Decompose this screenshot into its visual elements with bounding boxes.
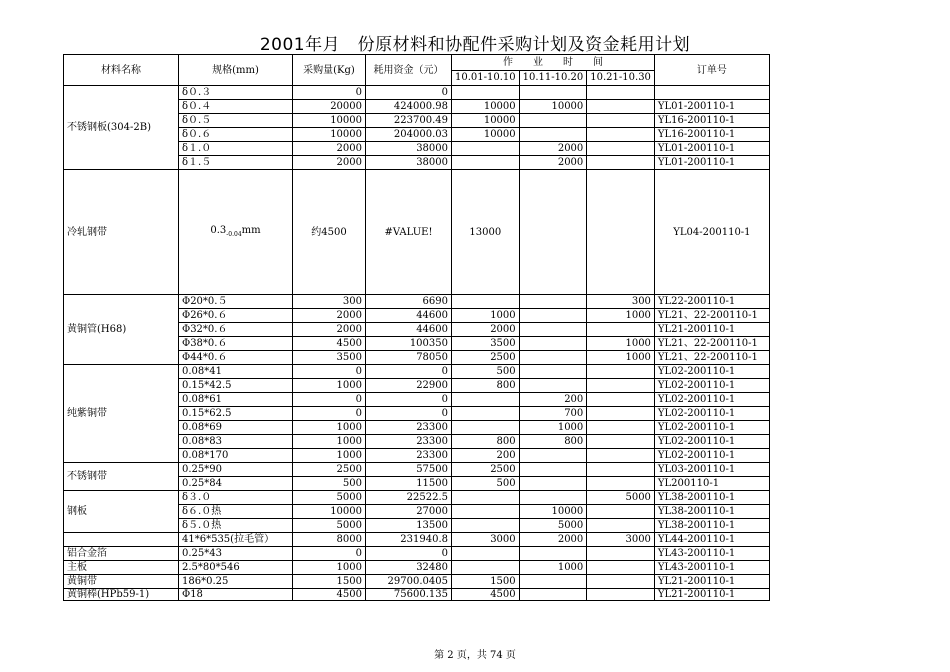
period-1-cell: 10000 xyxy=(452,100,520,114)
order-cell: YL21-200110-1 xyxy=(654,589,769,601)
period-3-cell: 300 xyxy=(587,295,655,309)
qty-cell: 1000 xyxy=(293,421,366,435)
period-2-cell: 800 xyxy=(519,435,587,449)
period-2-cell xyxy=(519,477,587,491)
period-3-cell xyxy=(587,407,655,421)
qty-cell: 20000 xyxy=(293,100,366,114)
period-3-cell: 1000 xyxy=(587,337,655,351)
qty-cell: 2000 xyxy=(293,323,366,337)
period-2-cell xyxy=(519,547,587,561)
period-2-cell: 1000 xyxy=(519,421,587,435)
order-cell: YL04-200110-1 xyxy=(654,170,769,295)
funds-cell: 0 xyxy=(366,547,452,561)
spec-cell: 0.25*84 xyxy=(179,477,293,491)
table-row xyxy=(64,589,770,601)
period-1-cell: 500 xyxy=(452,477,520,491)
table-row xyxy=(64,491,770,505)
order-cell: YL03-200110-1 xyxy=(654,463,769,477)
order-cell: YL200110-1 xyxy=(654,477,769,491)
period-2-cell xyxy=(519,463,587,477)
funds-cell: 204000.03 xyxy=(366,128,452,142)
period-2-cell: 700 xyxy=(519,407,587,421)
qty-cell: 0 xyxy=(293,407,366,421)
period-1-cell xyxy=(452,547,520,561)
funds-cell: 0 xyxy=(366,393,452,407)
period-2-cell xyxy=(519,491,587,505)
funds-cell: 13500 xyxy=(366,519,452,533)
period-2-cell: 5000 xyxy=(519,519,587,533)
table-row xyxy=(64,295,770,309)
spec-cell: δ０.３ xyxy=(179,86,293,100)
period-1-cell: 4500 xyxy=(452,589,520,601)
order-cell: YL02-200110-1 xyxy=(654,365,769,379)
qty-cell: 8000 xyxy=(293,533,366,547)
spec-cell: δ３.０ xyxy=(179,491,293,505)
period-3-cell xyxy=(587,435,655,449)
funds-cell: 78050 xyxy=(366,351,452,365)
period-1-cell: 13000 xyxy=(452,170,520,295)
period-3-cell xyxy=(587,156,655,170)
period-2-cell xyxy=(519,337,587,351)
order-cell: YL43-200110-1 xyxy=(654,547,769,561)
period-3-cell xyxy=(587,86,655,100)
qty-cell: 4500 xyxy=(293,337,366,351)
funds-cell: 44600 xyxy=(366,323,452,337)
period-3-cell xyxy=(587,100,655,114)
period-2-cell xyxy=(519,309,587,323)
table-row xyxy=(64,86,770,100)
period-2-cell: 2000 xyxy=(519,533,587,547)
funds-cell: 29700.0405 xyxy=(366,575,452,589)
period-1-cell: 3000 xyxy=(452,533,520,547)
order-cell: YL21、22-200110-1 xyxy=(654,337,769,351)
funds-cell: 424000.98 xyxy=(366,100,452,114)
material-name-cell: 不锈钢板(304-2B) xyxy=(64,86,179,170)
spec-cell: Φ26*0.６ xyxy=(179,309,293,323)
table-row xyxy=(64,547,770,561)
period-3-cell xyxy=(587,519,655,533)
funds-cell: 223700.49 xyxy=(366,114,452,128)
page-footer: 第 2 页，共 74 页 xyxy=(434,650,516,661)
spec-cell: 0.08*41 xyxy=(179,365,293,379)
spec-unit: mm xyxy=(241,224,261,236)
period-1-cell xyxy=(452,491,520,505)
period-3-cell xyxy=(587,128,655,142)
period-3-cell: 1000 xyxy=(587,309,655,323)
header-order: 订单号 xyxy=(654,55,769,86)
period-1-cell: 800 xyxy=(452,435,520,449)
spec-cell xyxy=(179,170,293,295)
period-1-cell: 10000 xyxy=(452,114,520,128)
funds-cell: 0 xyxy=(366,86,452,100)
header-qty: 采购量(Kg) xyxy=(293,55,366,86)
funds-cell: 11500 xyxy=(366,477,452,491)
spec-cell: Φ32*0.６ xyxy=(179,323,293,337)
period-1-cell: 500 xyxy=(452,365,520,379)
qty-cell: 0 xyxy=(293,86,366,100)
qty-cell: 300 xyxy=(293,295,366,309)
material-name-cell: 黄铜带 xyxy=(64,575,179,589)
order-cell: YL01-200110-1 xyxy=(654,100,769,114)
period-3-cell xyxy=(587,114,655,128)
period-2-cell xyxy=(519,170,587,295)
table-row xyxy=(64,561,770,575)
period-3-cell: 5000 xyxy=(587,491,655,505)
header-period-3: 10.21-10.30 xyxy=(587,70,655,86)
qty-cell: 2000 xyxy=(293,309,366,323)
qty-cell: 10000 xyxy=(293,505,366,519)
period-2-cell xyxy=(519,449,587,463)
period-1-cell xyxy=(452,421,520,435)
spec-cell: 2.5*80*546 xyxy=(179,561,293,575)
order-cell: YL22-200110-1 xyxy=(654,295,769,309)
funds-cell: 231940.8 xyxy=(366,533,452,547)
qty-cell: 0 xyxy=(293,547,366,561)
order-cell: YL44-200110-1 xyxy=(654,533,769,547)
period-1-cell xyxy=(452,519,520,533)
spec-cell: Φ20*0.５ xyxy=(179,295,293,309)
period-3-cell xyxy=(587,505,655,519)
period-1-cell xyxy=(452,561,520,575)
table-row xyxy=(64,533,770,547)
spec-cell: 0.15*62.5 xyxy=(179,407,293,421)
period-2-cell xyxy=(519,323,587,337)
material-name-cell: 冷轧钢带 xyxy=(64,170,179,295)
period-1-cell: 2500 xyxy=(452,463,520,477)
period-2-cell xyxy=(519,589,587,601)
funds-cell: 100350 xyxy=(366,337,452,351)
period-3-cell xyxy=(587,561,655,575)
order-cell xyxy=(654,86,769,100)
table-row xyxy=(64,365,770,379)
period-2-cell: 2000 xyxy=(519,142,587,156)
period-3-cell xyxy=(587,365,655,379)
funds-cell: 0 xyxy=(366,407,452,421)
spec-cell: Φ18 xyxy=(179,589,293,601)
order-cell: YL38-200110-1 xyxy=(654,505,769,519)
order-cell: YL38-200110-1 xyxy=(654,519,769,533)
table-row xyxy=(64,463,770,477)
period-2-cell: 1000 xyxy=(519,561,587,575)
material-name-cell: 黄铜管(H68) xyxy=(64,295,179,365)
funds-cell: 38000 xyxy=(366,156,452,170)
material-name-cell: 钢板 xyxy=(64,491,179,533)
funds-cell: 44600 xyxy=(366,309,452,323)
period-3-cell xyxy=(587,575,655,589)
spec-tolerance: -0.04 xyxy=(226,230,242,238)
qty-cell: 0 xyxy=(293,365,366,379)
funds-cell: 0 xyxy=(366,365,452,379)
funds-cell: 23300 xyxy=(366,421,452,435)
period-2-cell xyxy=(519,365,587,379)
period-3-cell xyxy=(587,547,655,561)
qty-cell: 3500 xyxy=(293,351,366,365)
period-1-cell xyxy=(452,505,520,519)
header-row xyxy=(64,55,770,71)
period-3-cell xyxy=(587,589,655,601)
order-cell: YL21、22-200110-1 xyxy=(654,351,769,365)
header-period-1: 10.01-10.10 xyxy=(452,70,520,86)
procurement-table xyxy=(63,54,770,601)
period-3-cell xyxy=(587,421,655,435)
order-cell: YL01-200110-1 xyxy=(654,156,769,170)
order-cell: YL02-200110-1 xyxy=(654,407,769,421)
period-1-cell: 3500 xyxy=(452,337,520,351)
period-3-cell xyxy=(587,379,655,393)
period-1-cell xyxy=(452,142,520,156)
spec-cell: Φ44*0.６ xyxy=(179,351,293,365)
page-title: 2001年月 份原材料和协配件采购计划及资金耗用计划 xyxy=(259,35,691,55)
qty-cell: 1000 xyxy=(293,561,366,575)
spec-cell: Φ38*0.６ xyxy=(179,337,293,351)
funds-cell: 6690 xyxy=(366,295,452,309)
material-name-cell: 铝合金箔 xyxy=(64,547,179,561)
funds-cell: #VALUE! xyxy=(366,170,452,295)
qty-cell: 5000 xyxy=(293,491,366,505)
order-cell: YL43-200110-1 xyxy=(654,561,769,575)
spec-cell: 41*6*535(拉毛管） xyxy=(179,533,293,547)
order-cell: YL02-200110-1 xyxy=(654,449,769,463)
period-1-cell: 1000 xyxy=(452,309,520,323)
period-2-cell xyxy=(519,351,587,365)
order-cell: YL02-200110-1 xyxy=(654,379,769,393)
spec-cell: 0.08*69 xyxy=(179,421,293,435)
spec-cell: δ０.４ xyxy=(179,100,293,114)
qty-cell: 4500 xyxy=(293,589,366,601)
period-3-cell xyxy=(587,393,655,407)
period-3-cell: 1000 xyxy=(587,351,655,365)
header-spec: 规格(mm) xyxy=(179,55,293,86)
period-1-cell: 800 xyxy=(452,379,520,393)
spec-cell: δ６.０热 xyxy=(179,505,293,519)
order-cell: YL16-200110-1 xyxy=(654,114,769,128)
period-3-cell xyxy=(587,142,655,156)
order-cell: YL38-200110-1 xyxy=(654,491,769,505)
funds-cell: 75600.135 xyxy=(366,589,452,601)
qty-cell: 1000 xyxy=(293,435,366,449)
period-3-cell xyxy=(587,170,655,295)
material-name-cell: 不锈钢带 xyxy=(64,463,179,491)
order-cell: YL02-200110-1 xyxy=(654,421,769,435)
spec-cell: 0.25*43 xyxy=(179,547,293,561)
material-name-cell: 纯紫铜带 xyxy=(64,365,179,463)
order-cell: YL21、22-200110-1 xyxy=(654,309,769,323)
spec-cell: δ５.０热 xyxy=(179,519,293,533)
funds-cell: 32480 xyxy=(366,561,452,575)
qty-cell: 2000 xyxy=(293,156,366,170)
funds-cell: 57500 xyxy=(366,463,452,477)
qty-cell: 10000 xyxy=(293,128,366,142)
spec-cell: 0.25*90 xyxy=(179,463,293,477)
funds-cell: 22900 xyxy=(366,379,452,393)
spec-cell: 0.08*170 xyxy=(179,449,293,463)
qty-cell: 2000 xyxy=(293,142,366,156)
period-2-cell xyxy=(519,86,587,100)
period-2-cell xyxy=(519,128,587,142)
period-1-cell: 200 xyxy=(452,449,520,463)
funds-cell: 22522.5 xyxy=(366,491,452,505)
period-3-cell xyxy=(587,477,655,491)
table-row xyxy=(64,575,770,589)
spec-cell: δ０.５ xyxy=(179,114,293,128)
period-1-cell: 10000 xyxy=(452,128,520,142)
period-2-cell xyxy=(519,114,587,128)
order-cell: YL02-200110-1 xyxy=(654,393,769,407)
qty-cell: 5000 xyxy=(293,519,366,533)
period-2-cell: 10000 xyxy=(519,505,587,519)
spec-cell: 0.08*83 xyxy=(179,435,293,449)
period-2-cell xyxy=(519,295,587,309)
order-cell: YL21-200110-1 xyxy=(654,575,769,589)
period-2-cell: 200 xyxy=(519,393,587,407)
period-3-cell: 3000 xyxy=(587,533,655,547)
spec-main: 0.3 xyxy=(210,224,227,236)
funds-cell: 38000 xyxy=(366,142,452,156)
period-1-cell: 2500 xyxy=(452,351,520,365)
order-cell: YL02-200110-1 xyxy=(654,435,769,449)
period-2-cell: 2000 xyxy=(519,156,587,170)
material-name-cell: 主板 xyxy=(64,561,179,575)
period-3-cell xyxy=(587,463,655,477)
material-name-cell: 黄铜棒(HPb59-1) xyxy=(64,589,179,601)
order-cell: YL21-200110-1 xyxy=(654,323,769,337)
material-name-cell xyxy=(64,533,179,547)
spec-cell: 0.08*61 xyxy=(179,393,293,407)
qty-cell: 0 xyxy=(293,393,366,407)
spec-cell: 0.15*42.5 xyxy=(179,379,293,393)
qty-cell: 1500 xyxy=(293,575,366,589)
qty-cell: 约4500 xyxy=(293,170,366,295)
header-period-2: 10.11-10.20 xyxy=(519,70,587,86)
period-1-cell xyxy=(452,407,520,421)
period-1-cell: 2000 xyxy=(452,323,520,337)
period-1-cell xyxy=(452,86,520,100)
spec-cell: 186*0.25 xyxy=(179,575,293,589)
qty-cell: 10000 xyxy=(293,114,366,128)
order-cell: YL01-200110-1 xyxy=(654,142,769,156)
period-1-cell xyxy=(452,156,520,170)
spec-cell: δ１.０ xyxy=(179,142,293,156)
funds-cell: 27000 xyxy=(366,505,452,519)
qty-cell: 500 xyxy=(293,477,366,491)
period-1-cell xyxy=(452,295,520,309)
qty-cell: 1000 xyxy=(293,379,366,393)
period-3-cell xyxy=(587,449,655,463)
period-1-cell xyxy=(452,393,520,407)
table-row xyxy=(64,170,770,295)
period-2-cell xyxy=(519,379,587,393)
header-material: 材料名称 xyxy=(64,55,179,86)
period-2-cell: 10000 xyxy=(519,100,587,114)
spec-cell: δ１.５ xyxy=(179,156,293,170)
header-work-time: 作 业 时 间 xyxy=(452,55,655,71)
header-funds: 耗用资金（元） xyxy=(366,55,452,86)
funds-cell: 23300 xyxy=(366,435,452,449)
funds-cell: 23300 xyxy=(366,449,452,463)
period-2-cell xyxy=(519,575,587,589)
spec-cell: δ０.６ xyxy=(179,128,293,142)
period-3-cell xyxy=(587,323,655,337)
period-1-cell: 1500 xyxy=(452,575,520,589)
qty-cell: 2500 xyxy=(293,463,366,477)
qty-cell: 1000 xyxy=(293,449,366,463)
order-cell: YL16-200110-1 xyxy=(654,128,769,142)
